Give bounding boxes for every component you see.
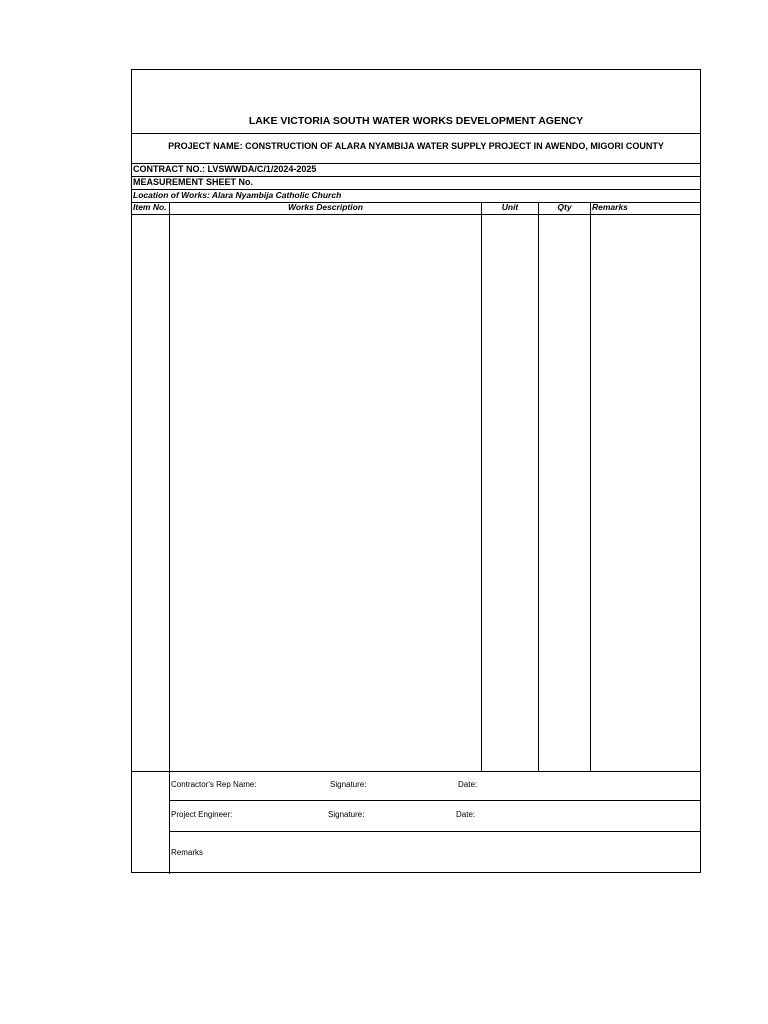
column-divider — [590, 202, 591, 771]
agency-title: LAKE VICTORIA SOUTH WATER WORKS DEVELOPMENT AGENCY — [248, 115, 584, 127]
divider — [170, 800, 700, 801]
column-divider — [481, 202, 482, 771]
contract-no: CONTRACT NO.: LVSWWDA/C/1/2024-2025 — [133, 164, 317, 174]
column-divider — [538, 202, 539, 771]
project-name: PROJECT NAME: CONSTRUCTION OF ALARA NYAMBIJA WATER SUPPLY PROJECT IN AWENDO, MIGORI COUNTY — [168, 141, 664, 151]
measurement-sheet — [131, 69, 701, 873]
project-engineer-label: Project Engineer: — [171, 810, 233, 819]
divider — [132, 771, 700, 772]
date-label: Date: — [456, 810, 476, 819]
column-header-unit: Unit — [501, 202, 519, 212]
contractor-rep-label: Contractor's Rep Name: — [171, 780, 257, 789]
column-header-qty: Qty — [557, 202, 572, 212]
date-label: Date: — [458, 780, 478, 789]
signature-label: Signature: — [328, 810, 365, 819]
column-header-works-description: Works Description — [288, 202, 363, 212]
divider — [132, 214, 700, 215]
column-header-remarks: Remarks — [592, 202, 628, 212]
location-of-works: Location of Works: Alara Nyambija Catholic Church — [133, 190, 342, 200]
column-divider — [169, 202, 170, 874]
measurement-sheet-no: MEASUREMENT SHEET No. — [133, 177, 254, 187]
column-header-item-no: Item No. — [133, 202, 167, 212]
signature-label: Signature: — [330, 780, 367, 789]
divider — [170, 831, 700, 832]
divider — [132, 133, 700, 134]
remarks-label: Remarks — [171, 848, 204, 857]
